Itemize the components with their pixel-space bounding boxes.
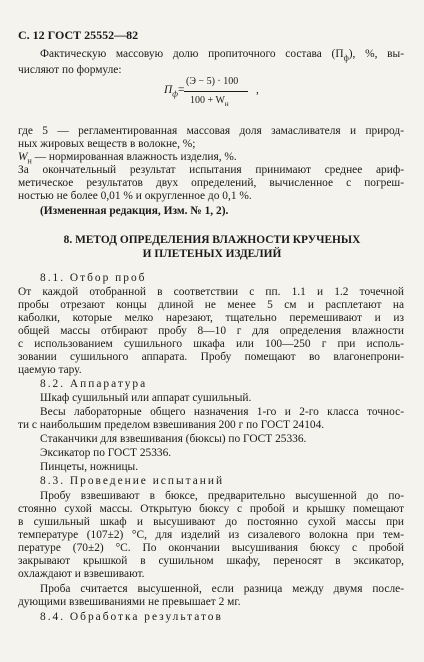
para-line-2: метическое результатов двух определений, вычисленное с погреш- xyxy=(18,177,404,189)
para-line-3: ностью не более 0,01 % и округленное до 0,1 %. xyxy=(18,190,252,202)
formula-comma: , xyxy=(256,84,259,96)
s82-line-1: Шкаф сушильный или аппарат сушильный. xyxy=(40,392,252,404)
s83-line-3: в сушильный шкаф и высушивают до постоянно сухой массы при xyxy=(18,516,404,528)
s81-line-1: От каждой отобранной в соответствии с пп. 1.1 и 1.2 точечной xyxy=(18,286,404,298)
s82-line-5: Эксикатор по ГОСТ 25336. xyxy=(40,447,172,459)
section-title-line-1: 8. МЕТОД ОПРЕДЕЛЕНИЯ ВЛАЖНОСТИ КРУЧЕНЫХ xyxy=(63,234,361,246)
subsection-8-3-heading: 8.3. Проведение испытаний xyxy=(40,475,225,487)
s81-line-5: с использованием сушильного шкафа или 100—250 г при исполь- xyxy=(18,338,404,350)
amendment-note: (Измененная редакция, Изм. № 1, 2). xyxy=(40,205,229,217)
s83-line-2: стоянно сухой массы. Открытую бюксу с пробой и крышку помещают xyxy=(18,503,404,515)
s81-line-3: каболки, которые мелко нарезают, тщательно перемешивают и из xyxy=(18,312,404,324)
section-title-line-2: И ПЛЕТЕНЫХ ИЗДЕЛИЙ xyxy=(142,248,282,260)
intro-line-2: числяют по формуле: xyxy=(18,64,122,76)
s82-line-4: Стаканчики для взвешивания (бюксы) по ГОСТ 25336. xyxy=(40,433,307,445)
intro-line-1: Фактическую массовую долю пропиточного состава $(П_ф)$, %, вы- xyxy=(40,48,404,63)
s82-line-3: ти с наибольшим пределом взвешивания 200 г по ГОСТ 24104. xyxy=(18,419,325,431)
s83-line-8: Проба считается высушенной, если разница между двумя после- xyxy=(40,583,404,595)
fraction-bar xyxy=(184,91,248,92)
formula xyxy=(130,72,290,112)
s82-line-2: Весы лабораторные общего назначения 1-го и 2-го класса точнос- xyxy=(40,406,404,418)
s81-line-2: пробы отрезают концы длиной не менее 5 см и расплетают на xyxy=(18,299,404,311)
s83-line-6: закрывают крышкой в сушильном шкафу, переносят в эксикатор, xyxy=(18,555,404,567)
para-line-1: За окончательный результат испытания принимают среднее ариф- xyxy=(18,164,404,176)
s81-line-7: цаемую тару. xyxy=(18,364,82,376)
def-line-3: $W_н$ — нормированная влажность изделия, %. xyxy=(18,151,237,166)
subsection-8-2-heading: 8.2. Аппаратура xyxy=(40,378,148,390)
s81-line-4: общей массы отбирают пробу 8—10 г для определения влажности xyxy=(18,325,404,337)
s83-line-1: Пробу взвешивают в бюксе, предварительно высушенной до по- xyxy=(40,490,404,502)
formula-denominator: $100 + W_н$ xyxy=(190,95,229,108)
s83-line-9: дующими взвешиваниями не превышает 2 мг. xyxy=(18,596,241,608)
s83-line-4: температуре (107±2) °С, для изделий из сизалевого волокна при тем- xyxy=(18,529,404,541)
s83-line-5: пературе (70±2) °С. По окончании высушивания бюксу с пробой xyxy=(18,542,404,554)
formula-eq: = xyxy=(178,84,185,96)
s83-line-7: охлаждают и взвешивают. xyxy=(18,568,145,580)
formula-numerator: (Э − 5) · 100 xyxy=(186,76,239,87)
subsection-8-4-heading: 8.4. Обработка результатов xyxy=(40,611,223,623)
page-header: С. 12 ГОСТ 25552—82 xyxy=(18,28,139,42)
formula-lhs: $П_ф$ xyxy=(164,84,178,99)
def-line-1: где 5 — регламентированная массовая доля замасливателя и природ- xyxy=(18,125,404,137)
subsection-8-1-heading: 8.1. Отбор проб xyxy=(40,272,147,284)
s81-line-6: зовании сушильного аппарата. Пробу помещают во влагонепрони- xyxy=(18,351,404,363)
def-line-2: ных жировых веществ в волокне, %; xyxy=(18,138,196,150)
s82-line-6: Пинцеты, ножницы. xyxy=(40,461,139,473)
